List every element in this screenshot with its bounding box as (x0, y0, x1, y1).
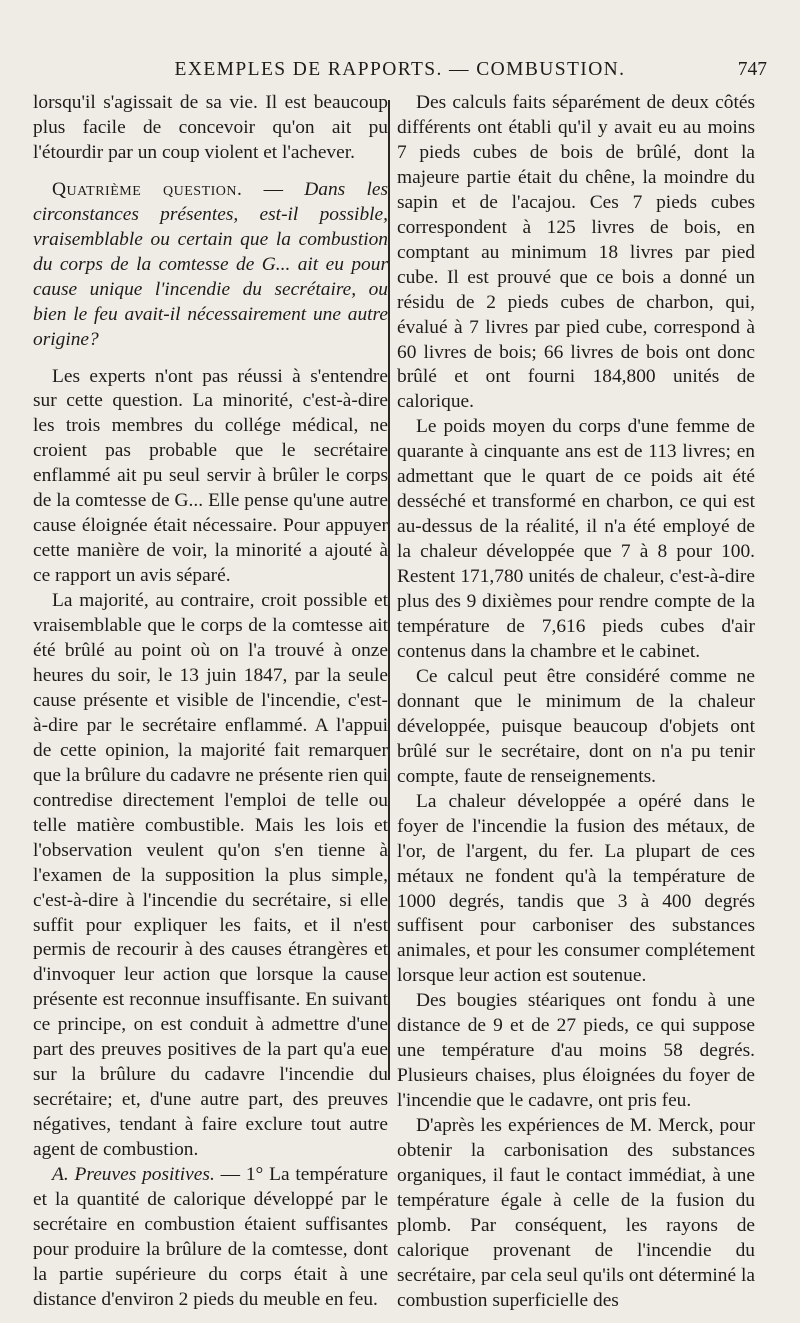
left-paragraph-1: lorsqu'il s'agissait de sa vie. Il est beaucoup plus facile de concevoir qu'on ait pu l'étourdir par un coup violent et l'achever. (33, 92, 388, 163)
right-paragraph-5: Des bougies stéariques ont fondu à une distance de 9 et de 27 pieds, ce qui suppose une température d'au moins 58 degrés. Plusieurs chaises, plus éloignées du foyer de l'incendie que le cadavre, ont pris feu. (397, 990, 755, 1112)
preuves-positives-text: — 1° La température et la quantité de calorique développé par le secrétaire en combustion étaient suffisantes pour produire la brûlure de la comtesse, dont la partie supérieure du corps était à une distance d'environ 2 pieds du meuble en feu. (33, 1164, 388, 1310)
left-paragraph-3: La majorité, au contraire, croit possible et vraisemblable que le corps de la comtesse ait été brûlé au point où on l'a trouvé à onze heures du soir, le 13 juin 1847, par la seule cause présente et visible de l'incendie, c'est-à-dire par le secrétaire enflammé. A l'appui de cette opinion, la majorité fait remarquer que la brûlure du cadavre ne présente rien qui contredise directement l'emploi de telle ou telle matière combustible. Mais les lois et l'observation veulent qu'on s'en tienne à l'examen de la supposition la plus simple, c'est-à-dire à l'incendie du secrétaire, si elle suffit pour expliquer les faits, et il n'est permis de recourir à des causes étrangères et d'invoquer leur action que lorsque la cause présente est reconnue insuffisante. En suivant ce principe, on est conduit à admettre d'une part des preuves positives de la part qu'a eue sur la brûlure du cadavre l'incendie du secrétaire; et, d'une autre part, des preuves négatives, tendant à faire exclure tout autre agent de combustion. (33, 590, 388, 1161)
right-column (397, 91, 755, 1314)
right-paragraph-6: D'après les expériences de M. Merck, pour obtenir la carbonisation des substances organiques, il faut le contact immédiat, à une température égale à celle de la fusion du plomb. Par conséquent, les rayons de calorique provenant de l'incendie du secrétaire, par cela seul qu'ils ont déterminé la combustion superficielle des (397, 1115, 755, 1311)
running-title: EXEMPLES DE RAPPORTS. — COMBUSTION. (174, 59, 626, 80)
right-paragraph-3: Ce calcul peut être considéré comme ne donnant que le minimum de la chaleur développée, puisque beaucoup d'objets ont brûlé sur le secrétaire, dont on n'a pu tenir compte, faute de renseignements. (397, 665, 755, 787)
preuves-positives-label: A. Preuves positives. (52, 1164, 215, 1186)
fourth-question (33, 178, 388, 353)
left-column (33, 91, 388, 1313)
column-divider (388, 100, 390, 1080)
right-paragraph-4: La chaleur développée a opéré dans le foyer de l'incendie la fusion des métaux, de l'or, de l'argent, du fer. La plupart de ces métaux ne fondent qu'à la température de 1000 degrés, tandis que 3 à 400 degrés suffisent pour carboniser des substances animales, et pour les consumer complétement lorsque leur action est soutenue. (397, 790, 755, 987)
question-label: Quatrième question. (52, 178, 243, 200)
question-text: Dans les circonstances présentes, est-il possible, vraisemblable ou certain que la combustion du corps de la comtesse de G... ait eu pour cause unique l'incendie du secrétaire, ou bien le feu avait-il nécessairement une autre origine? (33, 178, 388, 350)
right-paragraph-2: Le poids moyen du corps d'une femme de quarante à cinquante ans est de 113 livres; en admettant que le quart de ce poids ait été desséché et transformé en charbon, ce qui est au-dessus de la réalité, il n'a été employé de la chaleur développée que 7 à 8 pour 100. Restent 171,780 unités de chaleur, c'est-à-dire plus des 9 dixièmes pour rendre compte de la température de 7,616 pieds cubes d'air contenus dans la chambre et le cabinet. (397, 416, 755, 662)
question-dash: — (242, 178, 305, 200)
page-number: 747 (737, 59, 767, 80)
left-paragraph-2: Les experts n'ont pas réussi à s'entendre sur cette question. La minorité, c'est-à-dire les trois membres du collége médical, ne croient pas probable que le secrétaire enflammé ait pu seul servir à brûler le corps de la comtesse de G... Elle pense qu'une autre cause éloignée était nécessaire. Pour appuyer cette manière de voir, la minorité a ajouté à ce rapport un avis séparé. (33, 365, 388, 587)
right-paragraph-1: Des calculs faits séparément de deux côtés différents ont établi qu'il y avait eu au moins 7 pieds cubes de bois de brûlé, dont la majeure partie était du chêne, la moindre du sapin et de l'acajou. Ces 7 pieds cubes correspondent à 125 livres de bois, en comptant au minimum 18 livres par pied cube. Il est prouvé que ce bois a donné un résidu de 2 pieds cubes de charbon, qui, évalué à 7 livres par pied cube, correspond à 60 livres de bois; 66 livres de bois ont donc brûlé et ont fourni 184,800 unités de calorique. (397, 92, 755, 413)
page-header (0, 57, 800, 87)
left-paragraph-4 (33, 1163, 388, 1313)
